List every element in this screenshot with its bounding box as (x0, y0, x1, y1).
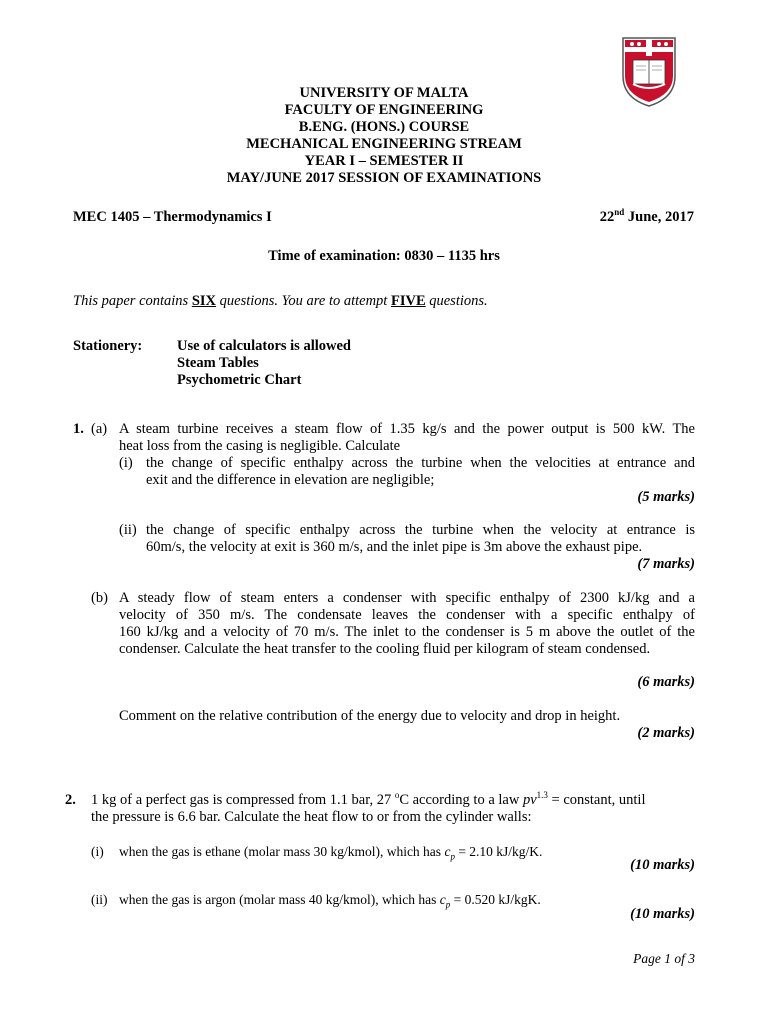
sub-part-label: (i) (119, 455, 133, 471)
question-text: velocity of 350 m/s. The condensate leaves the condenser with a specific enthalpy of (119, 607, 695, 623)
faculty-name: FACULTY OF ENGINEERING (284, 102, 484, 118)
question-text: condenser. Calculate the heat transfer to the cooling fluid per kilogram of steam condensed. (119, 641, 651, 657)
part-label: (a) (91, 421, 108, 437)
question-text: the change of specific enthalpy across the turbine when the velocity at entrance is (146, 522, 695, 538)
stationery-label: Stationery: (73, 338, 143, 354)
exam-session: MAY/JUNE 2017 SESSION OF EXAMINATIONS (226, 170, 542, 186)
page-number: Page 1 of 3 (633, 951, 695, 966)
question-text: the pressure is 6.6 bar. Calculate the heat flow to or from the cylinder walls: (91, 809, 532, 825)
stream-name: MECHANICAL ENGINEERING STREAM (246, 136, 522, 152)
stationery-item: Psychometric Chart (177, 372, 302, 388)
instructions: This paper contains SIX questions. You are to attempt FIVE questions. (73, 293, 488, 309)
course-name: B.ENG. (HONS.) COURSE (298, 119, 470, 135)
marks: (2 marks) (637, 725, 695, 741)
marks: (10 marks) (630, 906, 695, 922)
course-code-title: MEC 1405 – Thermodynamics I (73, 209, 272, 225)
university-name: UNIVERSITY OF MALTA (299, 85, 469, 101)
marks: (7 marks) (637, 556, 695, 572)
question-text: 1 kg of a perfect gas is compressed from 1.1 bar, 27 $^o$C according to a law $pv^{1.3}$ = constant, until (91, 790, 646, 808)
exam-time: Time of examination: 0830 – 1135 hrs (268, 248, 500, 264)
stationery-item: Steam Tables (177, 355, 259, 371)
question-text: when the gas is ethane (molar mass 30 kg/kmol), which has $c_p = 2.10$ kJ/kg/K. (119, 844, 543, 862)
sub-part-label: (ii) (119, 522, 137, 538)
question-text: when the gas is argon (molar mass 40 kg/kmol), which has $c_p = 0.520$ kJ/kgK. (119, 892, 541, 910)
marks: (6 marks) (637, 674, 695, 690)
question-number: 1. (73, 421, 84, 437)
question-text: exit and the difference in elevation are negligible; (146, 472, 435, 488)
question-text: heat loss from the casing is negligible. Calculate (119, 438, 401, 454)
question-text: A steam turbine receives a steam flow of 1.35 kg/s and the power output is 500 kW. The (119, 421, 695, 437)
question-text: Comment on the relative contribution of the energy due to velocity and drop in height. (119, 708, 621, 724)
sub-part-label: (i) (91, 844, 104, 859)
part-label: (b) (91, 590, 108, 606)
marks: (5 marks) (637, 489, 695, 505)
question-text: the change of specific enthalpy across the turbine when the velocities at entrance and (146, 455, 695, 471)
sub-part-label: (ii) (91, 892, 108, 907)
question-number: 2. (65, 792, 76, 808)
question-text: 60m/s, the velocity at exit is 360 m/s, and the inlet pipe is 3m above the exhaust pipe. (146, 539, 643, 555)
year-semester: YEAR I – SEMESTER II (304, 153, 464, 169)
question-text: 160 kJ/kg and a velocity of 70 m/s. The inlet to the condenser is 5 m above the outlet of the (119, 624, 695, 640)
marks: (10 marks) (630, 857, 695, 873)
exam-date: 22nd June, 2017 (599, 207, 694, 225)
stationery-item: Use of calculators is allowed (177, 338, 351, 354)
question-text: A steady flow of steam enters a condenser with specific enthalpy of 2300 kJ/kg and a (119, 590, 695, 606)
